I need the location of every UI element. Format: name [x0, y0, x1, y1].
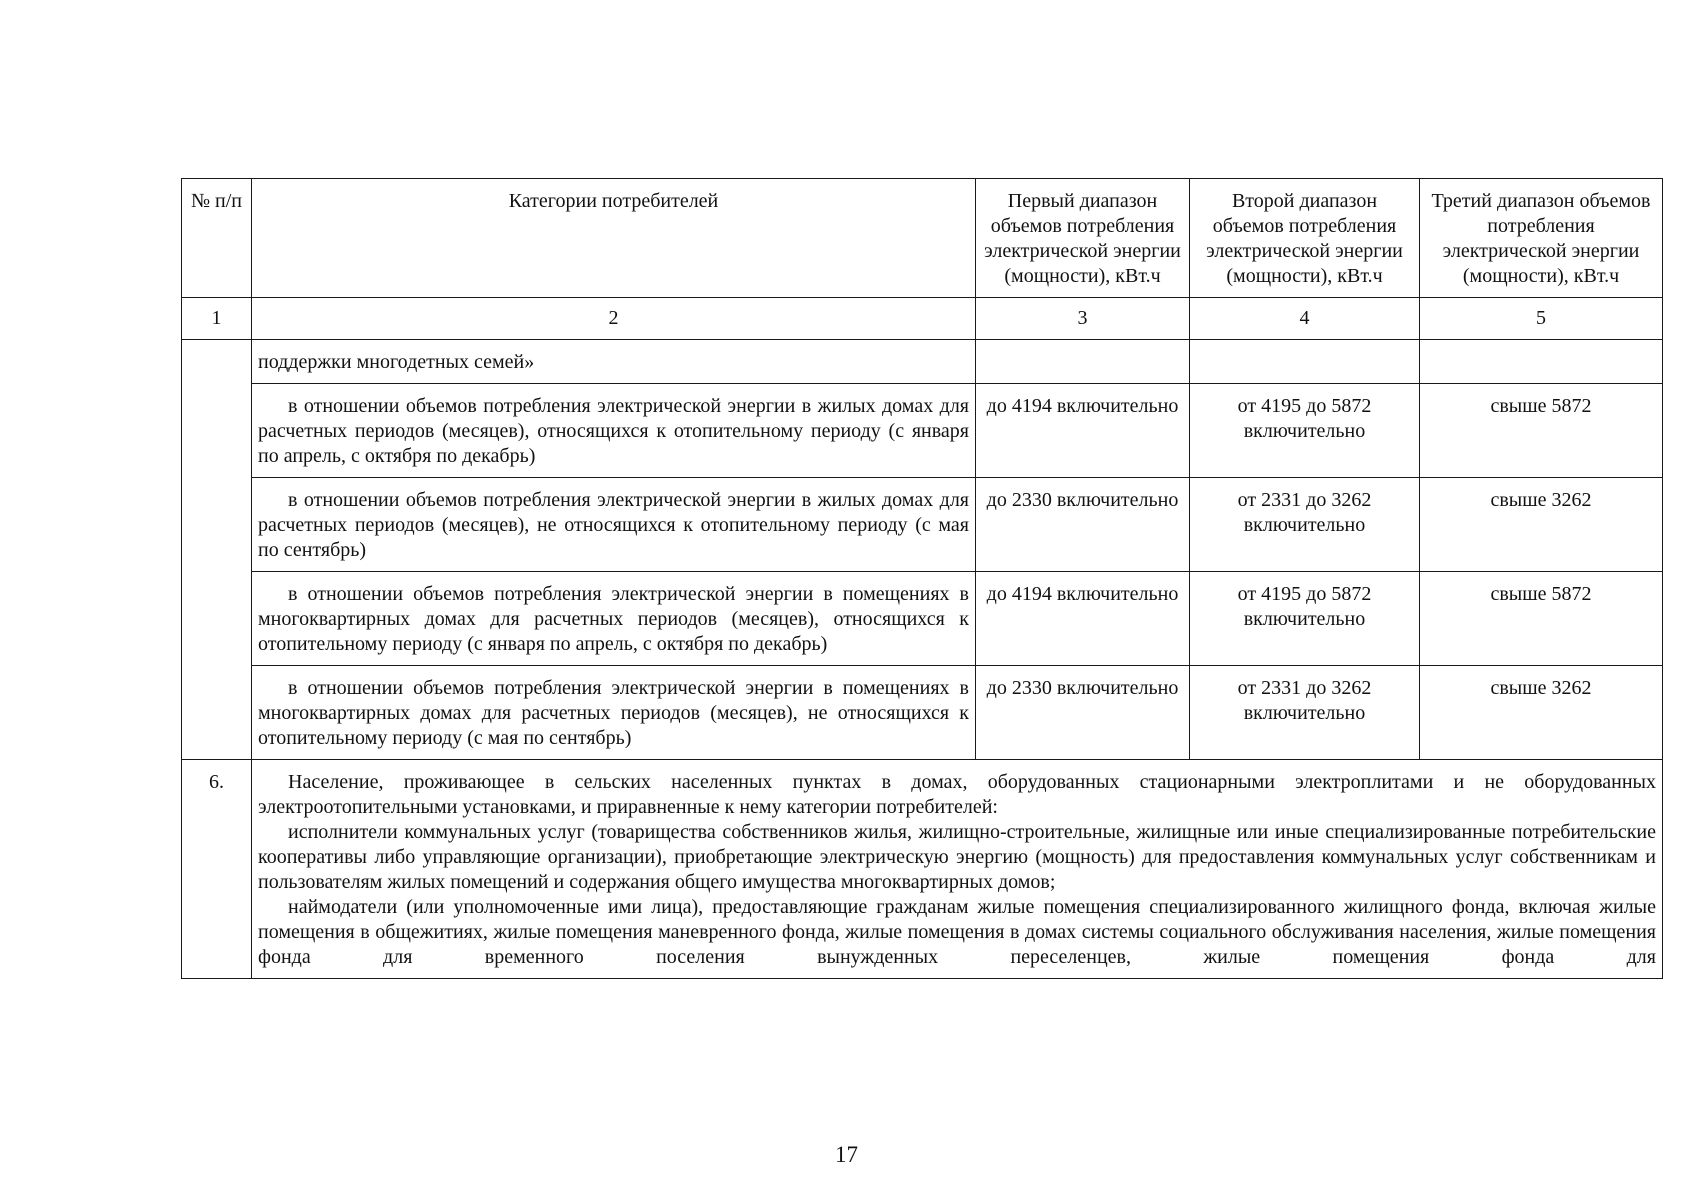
range2-cell: от 2331 до 3262 включительно — [1190, 478, 1420, 572]
range1-cell — [976, 340, 1190, 384]
range3-cell: свыше 3262 — [1420, 478, 1663, 572]
range3-cell — [1420, 340, 1663, 384]
header-category: Категории потребителей — [252, 179, 976, 298]
category-cell: в отношении объемов потребления электрической энергии в помещениях в многоквартирных домах для расчетных периодов (месяцев), не относящихся к отопительному периоду (с мая по сентябрь) — [252, 666, 976, 760]
range1-cell: до 4194 включительно — [976, 572, 1190, 666]
page-number: 17 — [835, 1142, 858, 1167]
header-row — [182, 179, 1663, 298]
header-num: № п/п — [182, 179, 252, 298]
range2-cell: от 4195 до 5872 включительно — [1190, 572, 1420, 666]
table-row — [182, 384, 1663, 478]
header-range3: Третий диапазон объемов потребления электрической энергии (мощности), кВт.ч — [1420, 179, 1663, 298]
header-range2: Второй диапазон объемов потребления электрической энергии (мощности), кВт.ч — [1190, 179, 1420, 298]
range3-cell: свыше 5872 — [1420, 572, 1663, 666]
row-number-empty — [182, 340, 252, 760]
section-6-paragraph: исполнители коммунальных услуг (товарищества собственников жилья, жилищно-строительные, жилищные или иные специализированные потребительские кооперативы либо управляющие организации), приобретающие электрическую энергию (мощность) для предоставления коммунальных услуг собственникам и пользователям жилых помещений и содержания общего имущества многоквартирных домов; — [258, 821, 1656, 893]
section-6-paragraph: наймодатели (или уполномоченные ими лица), предоставляющие гражданам жилые помещения специализированного жилищного фонда, включая жилые помещения в общежитиях, жилые помещения маневренного фонда, жилые помещения в домах системы социального обслуживания населения, жилые помещения фонда для временного поселения вынужденных переселенцев, жилые помещения фонда для — [258, 896, 1656, 968]
range1-cell: до 2330 включительно — [976, 478, 1190, 572]
column-number-row — [182, 298, 1663, 340]
table-row — [182, 478, 1663, 572]
section-6-text — [252, 760, 1663, 979]
column-number: 5 — [1420, 298, 1663, 340]
header-range1: Первый диапазон объемов потребления электрической энергии (мощности), кВт.ч — [976, 179, 1190, 298]
table-row — [182, 572, 1663, 666]
range2-cell: от 2331 до 3262 включительно — [1190, 666, 1420, 760]
column-number: 2 — [252, 298, 976, 340]
section-6-row — [182, 760, 1663, 979]
table-row — [182, 340, 1663, 384]
column-number: 3 — [976, 298, 1190, 340]
range2-cell — [1190, 340, 1420, 384]
category-cell: в отношении объемов потребления электрической энергии в жилых домах для расчетных периодов (месяцев), относящихся к отопительному периоду (с января по апрель, с октября по декабрь) — [252, 384, 976, 478]
category-cell: поддержки многодетных семей» — [252, 340, 976, 384]
category-cell: в отношении объемов потребления электрической энергии в жилых домах для расчетных периодов (месяцев), не относящихся к отопительному периоду (с мая по сентябрь) — [252, 478, 976, 572]
range1-cell: до 2330 включительно — [976, 666, 1190, 760]
table-row — [182, 666, 1663, 760]
column-number: 4 — [1190, 298, 1420, 340]
section-6-paragraph: Население, проживающее в сельских населенных пунктах в домах, оборудованных стационарными электроплитами и не оборудованных электроотопительными установками, и приравненные к нему категории потребителей: — [258, 771, 1656, 818]
range1-cell: до 4194 включительно — [976, 384, 1190, 478]
tariff-table — [181, 178, 1663, 979]
range3-cell: свыше 3262 — [1420, 666, 1663, 760]
category-cell: в отношении объемов потребления электрической энергии в помещениях в многоквартирных домах для расчетных периодов (месяцев), относящихся к отопительному периоду (с января по апрель, с октября по декабрь) — [252, 572, 976, 666]
range2-cell: от 4195 до 5872 включительно — [1190, 384, 1420, 478]
column-number: 1 — [182, 298, 252, 340]
row-number: 6. — [182, 760, 252, 979]
range3-cell: свыше 5872 — [1420, 384, 1663, 478]
